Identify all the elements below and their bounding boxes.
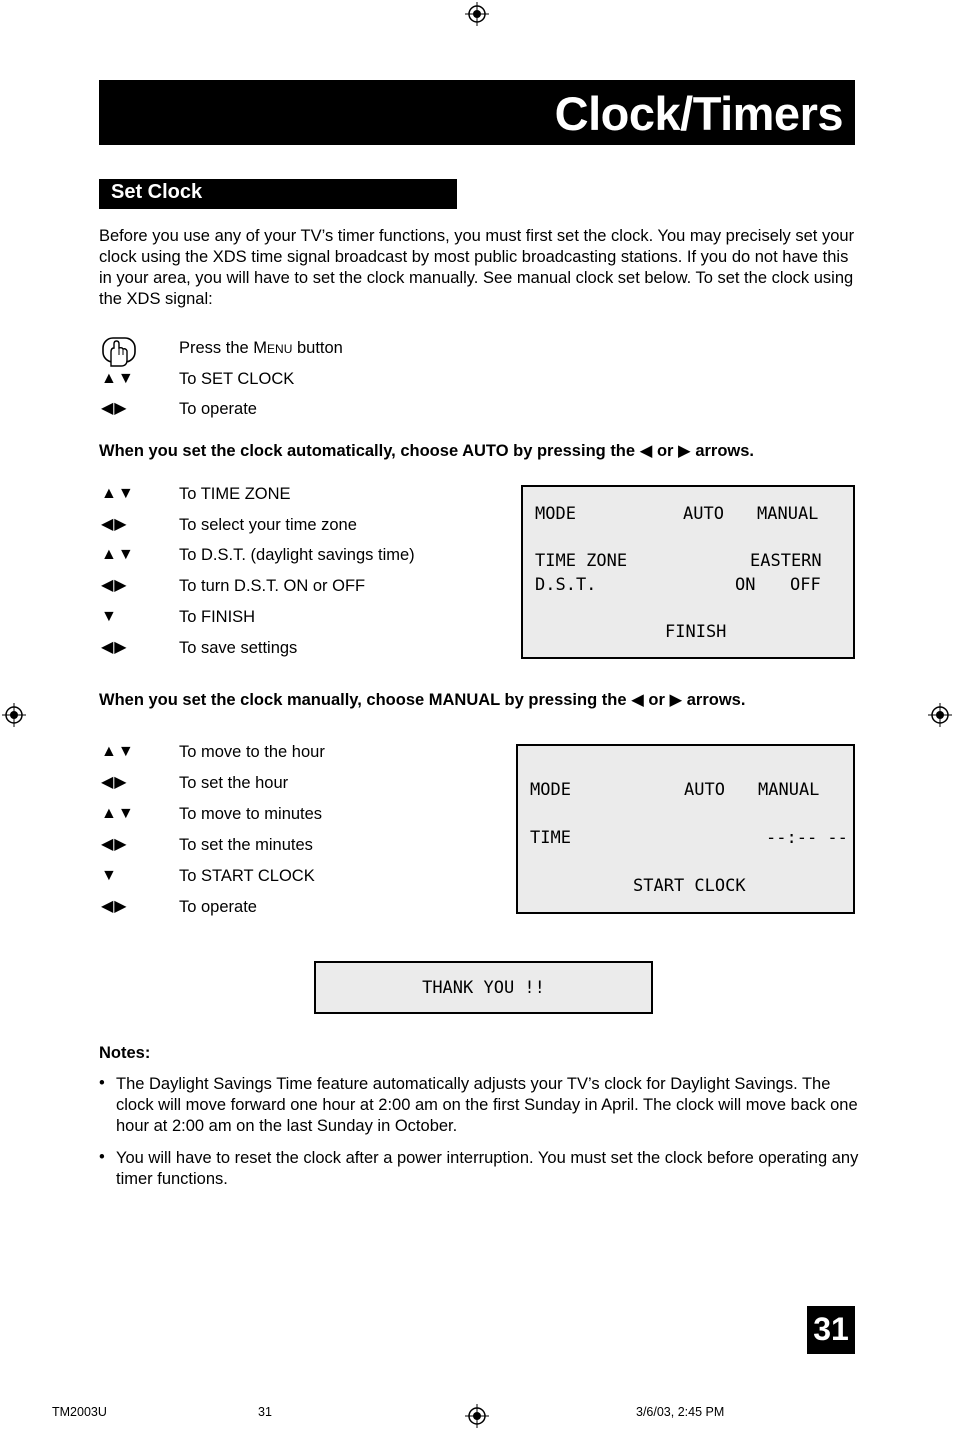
screen-dst-on: ON bbox=[735, 575, 756, 595]
left-right-arrows-icon: ◀▶ bbox=[101, 577, 128, 594]
left-arrow-icon: ◀ bbox=[639, 442, 653, 460]
step-operate: To operate bbox=[179, 400, 257, 418]
page-number: 31 bbox=[813, 1311, 849, 1347]
step-auto-1: To TIME ZONE bbox=[179, 485, 291, 503]
manual-heading-post: arrows. bbox=[682, 691, 746, 709]
note-bullet: • bbox=[99, 1148, 105, 1166]
step-manual-2: To set the hour bbox=[179, 774, 289, 792]
left-arrow-icon: ◀ bbox=[631, 691, 644, 709]
screen-dst-label: D.S.T. bbox=[535, 575, 597, 595]
auto-setup-screen bbox=[521, 485, 855, 659]
footer-doc-code: TM2003U bbox=[52, 1405, 107, 1419]
step-manual-4: To set the minutes bbox=[179, 836, 313, 854]
manual-heading-pre: When you set the clock manually, choose MANUAL by pressing the bbox=[99, 691, 632, 709]
left-right-arrows-icon: ◀▶ bbox=[101, 639, 128, 656]
remote-hand-press-icon bbox=[101, 336, 137, 368]
menu-button-label: Menu bbox=[253, 339, 293, 357]
up-down-arrows-icon: ▲▼ bbox=[101, 743, 135, 760]
step-auto-2: To select your time zone bbox=[179, 516, 357, 534]
step-auto-5: To FINISH bbox=[179, 608, 256, 626]
screen-mode-manual: MANUAL bbox=[758, 780, 820, 800]
left-right-arrows-icon: ◀▶ bbox=[101, 898, 128, 915]
down-arrow-icon: ▼ bbox=[101, 867, 118, 884]
screen-time-zone-value: EASTERN bbox=[750, 551, 822, 571]
step-manual-5: To START CLOCK bbox=[179, 867, 315, 885]
screen-mode-auto: AUTO bbox=[684, 780, 725, 800]
registration-mark-bottom-icon bbox=[465, 1404, 489, 1428]
step-press-menu bbox=[179, 338, 343, 358]
page-number-box bbox=[807, 1306, 855, 1354]
auto-heading-post: arrows. bbox=[690, 442, 755, 460]
thank-you-screen bbox=[314, 961, 653, 1014]
auto-heading bbox=[99, 441, 754, 461]
screen-mode-auto: AUTO bbox=[683, 504, 724, 524]
registration-mark-top-icon bbox=[465, 2, 489, 26]
screen-finish: FINISH bbox=[665, 622, 727, 642]
step-manual-6: To operate bbox=[179, 898, 257, 916]
page-title: Clock/Timers bbox=[554, 87, 843, 140]
left-right-arrows-icon: ◀▶ bbox=[101, 516, 128, 533]
note-item: You will have to reset the clock after a power interruption. You must set the clock before operating any timer functions. bbox=[116, 1149, 859, 1188]
page-title-bar bbox=[99, 80, 855, 145]
screen-mode-manual: MANUAL bbox=[757, 504, 819, 524]
step-manual-3: To move to minutes bbox=[179, 805, 323, 823]
down-arrow-icon: ▼ bbox=[101, 608, 118, 625]
footer-timestamp: 3/6/03, 2:45 PM bbox=[636, 1405, 725, 1419]
note-item: The Daylight Savings Time feature automatically adjusts your TV’s clock for Daylight Savings. The clock will move forward one hour at 2:00 am on the first Sunday in April. The clock will move back one hour at 2:00 am on the last Sunday in October. bbox=[116, 1075, 858, 1135]
notes-title: Notes: bbox=[99, 1044, 151, 1062]
intro-paragraph: Before you use any of your TV’s timer functions, you must first set the clock. You may precisely set your clock using the XDS time signal broadcast by most public broadcasting stations. If you do not have this in your area, you will have to set the clock manually. See manual clock set below. To set the clock using the XDS signal: bbox=[99, 227, 855, 308]
step-press-menu-pre: Press the bbox=[179, 339, 254, 357]
thank-you-message: THANK YOU !! bbox=[422, 978, 545, 998]
step-auto-4: To turn D.S.T. ON or OFF bbox=[179, 577, 366, 595]
screen-time-label: TIME bbox=[530, 828, 571, 848]
right-arrow-icon: ▶ bbox=[669, 691, 683, 709]
up-down-arrows-icon: ▲▼ bbox=[101, 805, 135, 822]
registration-mark-right-icon bbox=[928, 703, 952, 727]
step-set-clock: To SET CLOCK bbox=[179, 370, 295, 388]
section-heading-bar bbox=[99, 179, 457, 209]
manual-heading-or: or bbox=[643, 691, 670, 709]
up-down-arrows-icon: ▲▼ bbox=[101, 546, 135, 563]
screen-time-value: --:-- -- bbox=[766, 828, 848, 848]
footer-page: 31 bbox=[258, 1405, 272, 1419]
screen-mode-label: MODE bbox=[530, 780, 571, 800]
manual-heading bbox=[99, 690, 745, 710]
auto-heading-or: or bbox=[652, 442, 679, 460]
screen-mode-label: MODE bbox=[535, 504, 576, 524]
step-auto-3: To D.S.T. (daylight savings time) bbox=[179, 546, 415, 564]
screen-dst-off: OFF bbox=[790, 575, 821, 595]
step-auto-6: To save settings bbox=[179, 639, 298, 657]
screen-time-zone-label: TIME ZONE bbox=[535, 551, 628, 571]
step-manual-1: To move to the hour bbox=[179, 743, 325, 761]
left-right-arrows-icon: ◀▶ bbox=[101, 836, 128, 853]
registration-mark-left-icon bbox=[2, 703, 26, 727]
left-right-arrows-icon: ◀▶ bbox=[101, 774, 128, 791]
up-down-arrows-icon: ▲▼ bbox=[101, 370, 135, 387]
note-bullet: • bbox=[99, 1074, 105, 1092]
right-arrow-icon: ▶ bbox=[678, 442, 691, 460]
step-press-menu-post: button bbox=[292, 339, 343, 357]
left-right-arrows-icon: ◀▶ bbox=[101, 400, 128, 417]
up-down-arrows-icon: ▲▼ bbox=[101, 485, 135, 502]
auto-heading-pre: When you set the clock automatically, choose AUTO by pressing the bbox=[99, 442, 640, 460]
section-title: Set Clock bbox=[111, 181, 203, 203]
manual-setup-screen bbox=[516, 744, 855, 914]
screen-start-clock: START CLOCK bbox=[633, 876, 746, 896]
